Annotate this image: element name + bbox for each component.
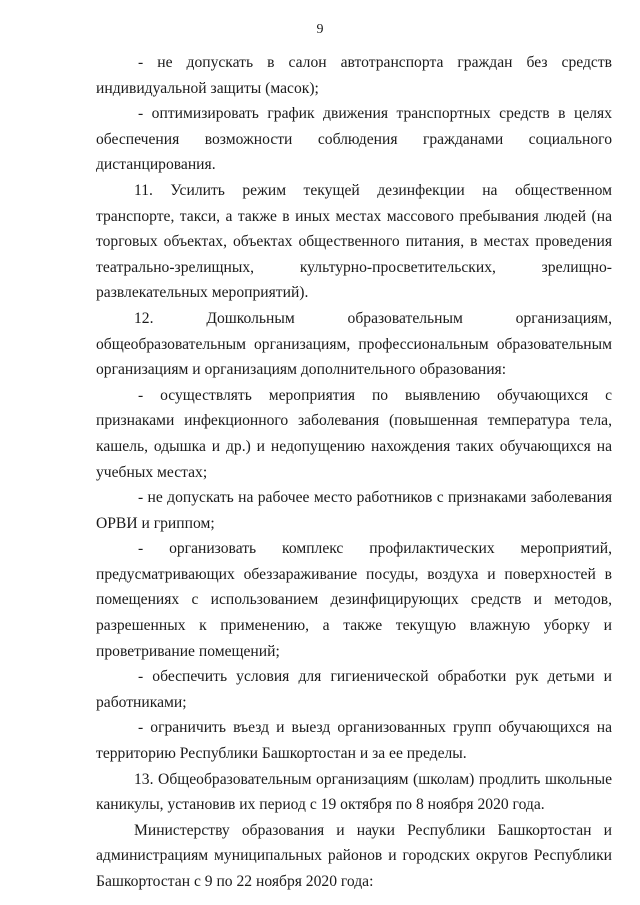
paragraph-hand-hygiene: - обеспечить условия для гигиенической обработки рук детьми и работниками;	[96, 668, 612, 711]
paragraph-limit-group-travel: - ограничить въезд и выезд организованных групп обучающихся на территорию Республики Башкортостан и за ее пределы.	[96, 719, 612, 763]
paragraph-no-sick-workers: - не допускать на рабочее место работников с признаками заболевания ОРВИ и гриппом;	[96, 489, 612, 532]
paragraph-detect-symptoms: - осуществлять мероприятия по выявлению обучающихся с признаками инфекционного заболевания (повышенная температура тела, кашель, одышка и др.) и недопущению нахождения таких обучающихся на учебных местах;	[96, 386, 612, 481]
paragraph-no-passengers-without-masks: - не допускать в салон автотранспорта граждан без средств индивидуальной защиты (масок);	[96, 54, 612, 97]
page-number: 9	[316, 22, 324, 37]
paragraph-item-13: 13. Общеобразовательным организациям (школам) продлить школьные каникулы, установив их период с 19 октября по 8 ноября 2020 года.	[96, 770, 612, 814]
paragraph-item-12: 12. Дошкольным образовательным организациям, общеобразовательным организациям, профессиональным образовательным организациям и организациям дополнительного образования:	[96, 309, 612, 379]
paragraph-ministry: Министерству образования и науки Республики Башкортостан и администрациям муниципальных районов и городских округов Республики Башкортостан с 9 по 22 ноября 2020 года:	[96, 821, 612, 890]
paragraph-optimize-transport-schedule: - оптимизировать график движения транспортных средств в целях обеспечения возможности соблюдения гражданами социального дистанцирования.	[96, 105, 612, 174]
paragraph-disinfection-complex: - организовать комплекс профилактических мероприятий, предусматривающих обеззараживание посуды, воздуха и поверхностей в помещениях с использованием дезинфицирующих средств и методов, разрешенных к применению, а также текущую влажную уборку и проветривание помещений;	[96, 540, 612, 660]
document-body	[96, 50, 612, 895]
paragraph-item-11: 11. Усилить режим текущей дезинфекции на общественном транспорте, такси, а также в иных местах массового пребывания людей (на торговых объектах, объектах общественного питания, в местах проведения театрально-зрелищных, культурно-просветительских, зрелищно-развлекательных мероприятий).	[96, 181, 612, 302]
